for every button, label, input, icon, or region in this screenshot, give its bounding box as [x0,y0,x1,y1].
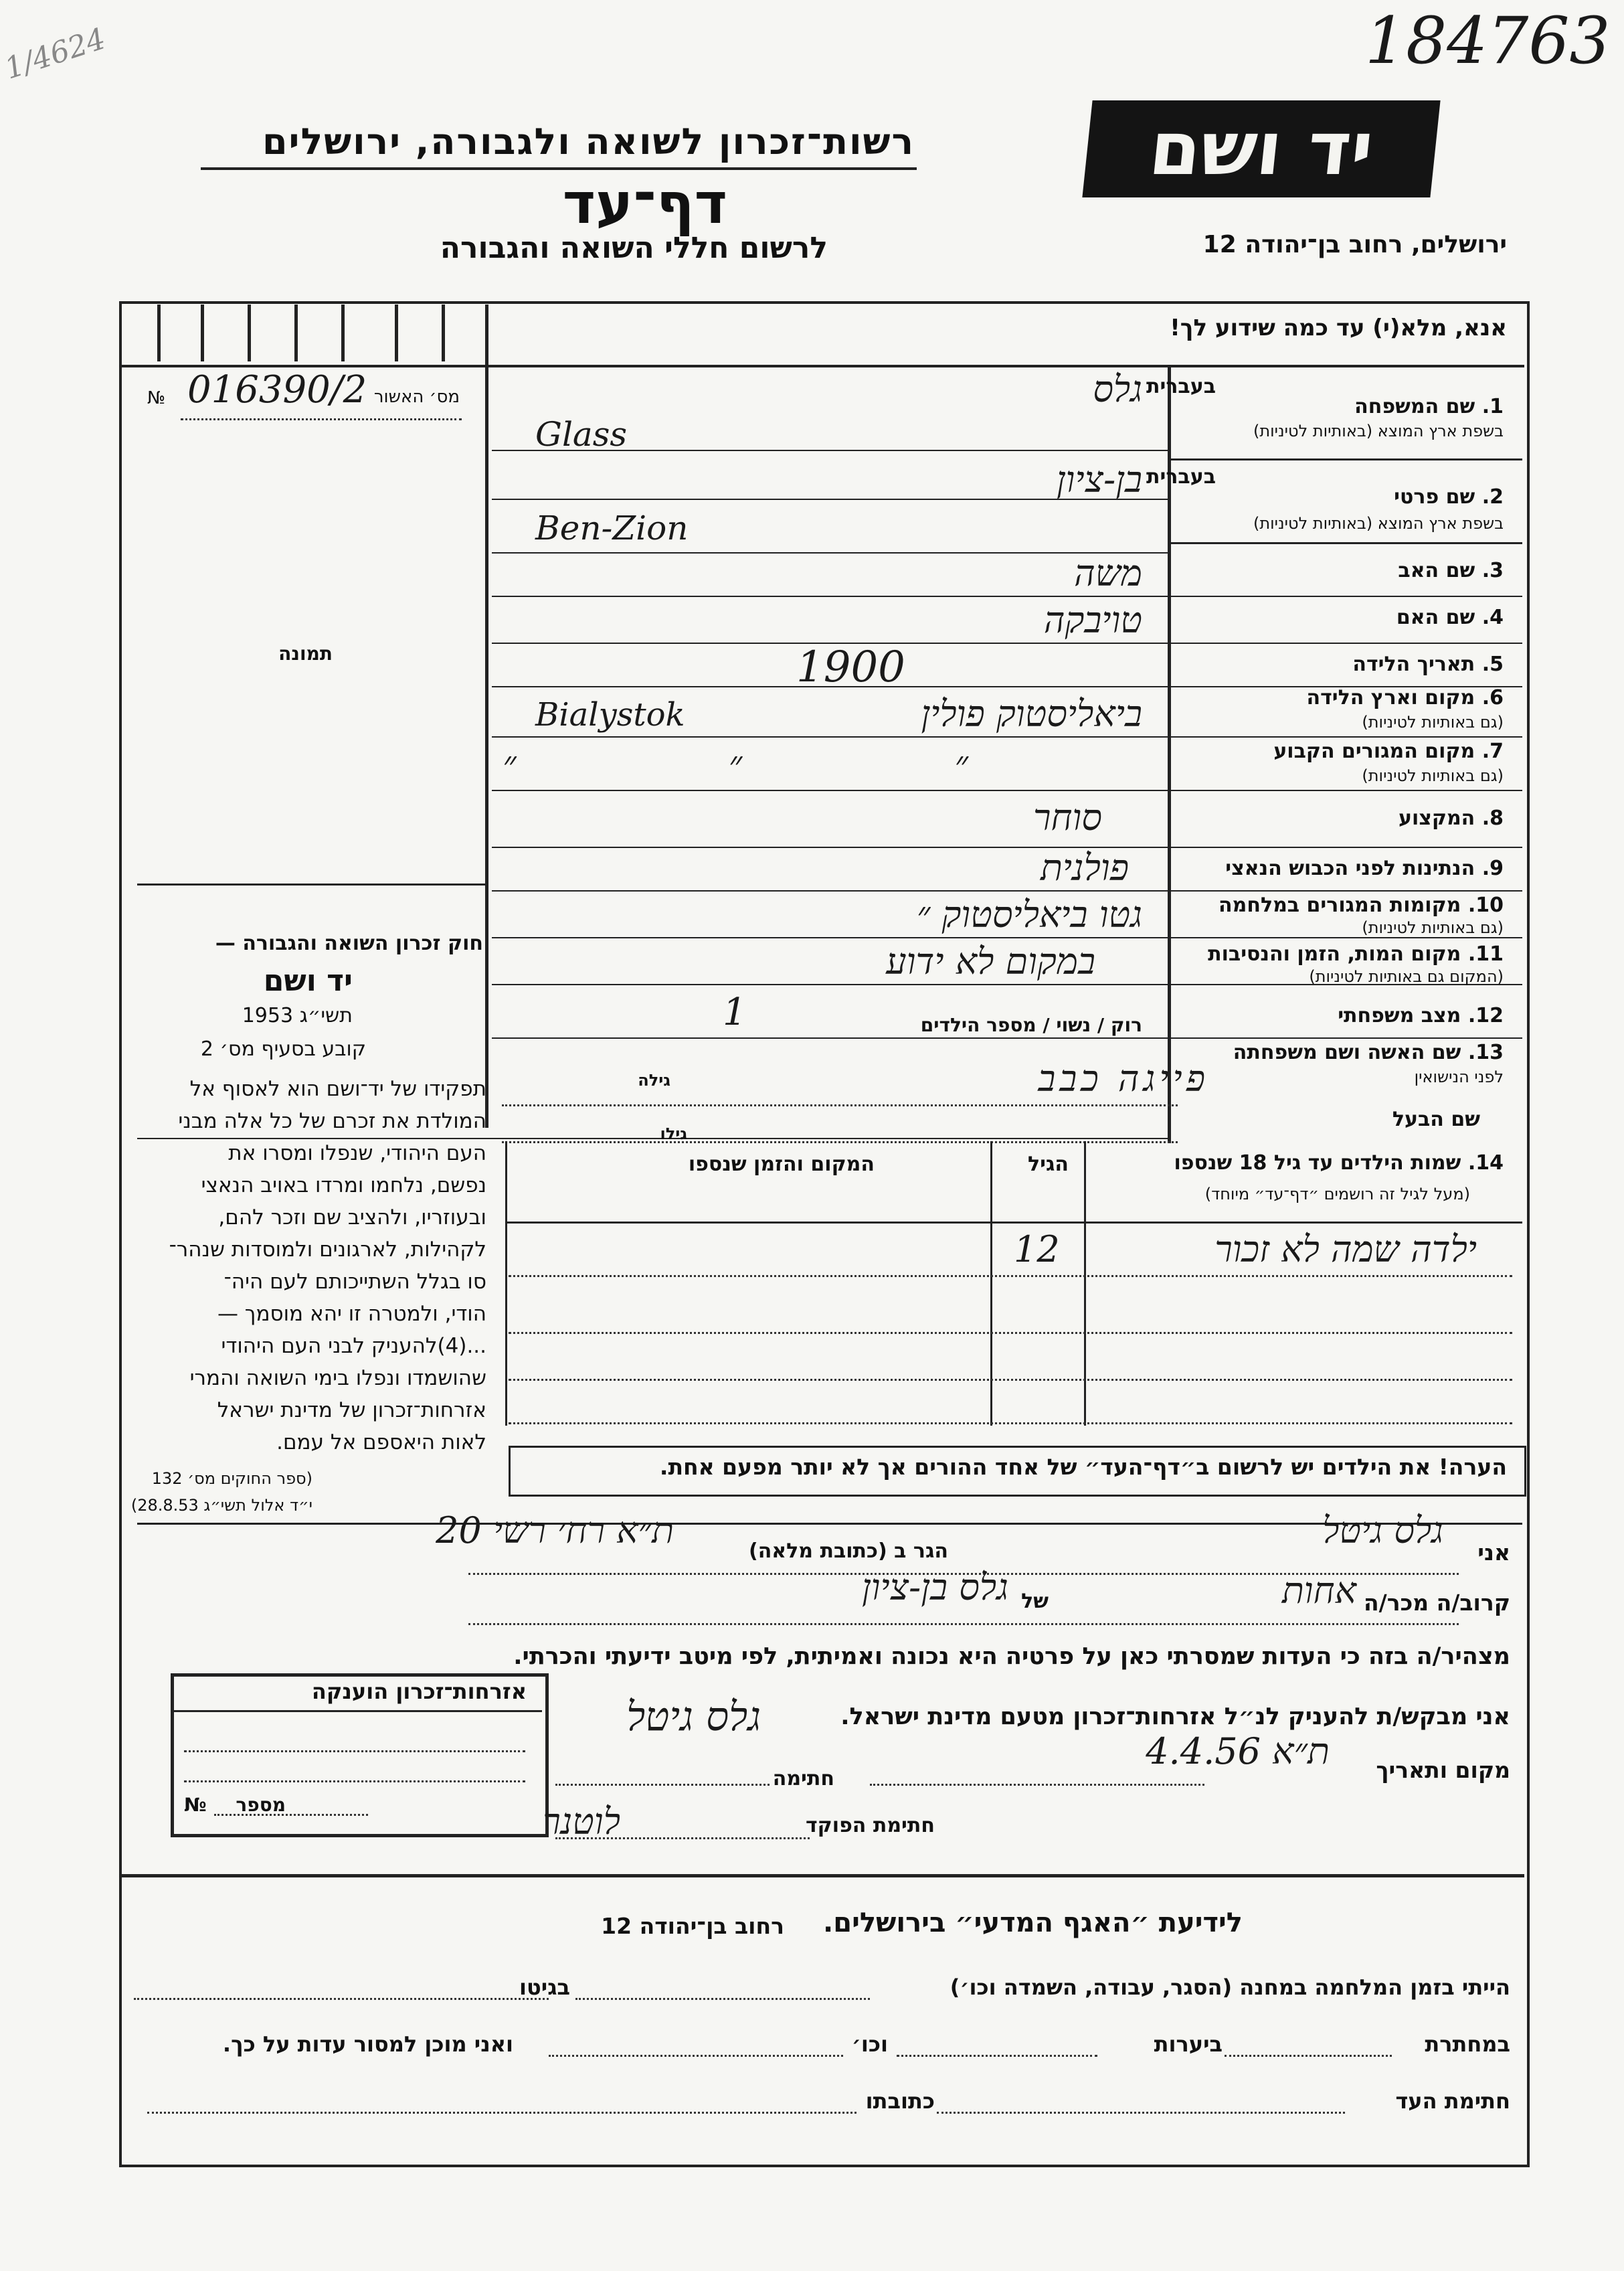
field-4-value: טויבקה [1043,599,1142,641]
officer-line [555,1837,810,1839]
field-6-value-latin: Bialystok [535,696,685,734]
field-2-value-hebrew: בן-ציון [1056,458,1142,501]
field-10-value: גטו ביאליסטוק ״ [916,894,1142,936]
footer-line-3b: כתובתו [865,2088,935,2114]
row-line [492,596,1522,597]
field-10-sub: (גם באותיות לטיניות) [1362,918,1504,937]
children-col-left [505,1141,507,1426]
note-rule [137,1523,1522,1525]
form-subtitle: לרשום חללי השואה והגבורה [440,231,828,265]
footer-line-3-blank [937,2112,1345,2114]
tick [157,305,161,361]
archive-number: 184763 [1365,3,1611,78]
field-6-label: 6. מקום וארץ הלידה [1306,686,1504,709]
row-line [492,1037,1522,1039]
footer-line-2d: ואני מוכן למסור עדות על כך. [222,2031,513,2057]
footer-line-2c: וכו׳ [851,2031,888,2057]
field-2-sub: בשפת ארץ המוצא (באותיות לטיניות) [1253,514,1504,533]
field-2-tag: בעברית [1146,465,1216,489]
law-text-line: נפשם, נלחמו ומרדו באויב הנאצי [201,1173,486,1197]
field-8-label: 8. המקצוע [1398,807,1504,830]
footer-title: לידיעת ״האגף המדעי״ בירושלים. [823,1908,1243,1938]
photo-bottom-rule [137,884,485,886]
law-ref-1: (ספר החוקים מס׳ 132 [151,1469,312,1488]
authority-name: רשות־זכרון לשואה ולגבורה, ירושלים [262,120,915,163]
law-text-line: ...(4)להעניק לבני העם היהודי [221,1334,486,1358]
tick [341,305,345,361]
instruction-rule [120,365,1524,367]
field-9-label: 9. הנתינות לפני הכבוש הנאצי [1225,857,1504,880]
field-12-value: 1 [723,991,747,1034]
tick [248,305,251,361]
footer-line-1-blank [134,1998,549,2000]
children-col-place [990,1141,992,1426]
row-line [1168,542,1522,544]
field-13-age-label: גילה [638,1071,670,1090]
children-row-line [509,1379,1512,1381]
child-age: 12 [1014,1228,1060,1270]
of-name: גלס בן-ציון [861,1566,1008,1608]
row-line [492,790,1522,791]
note-text: הערה! את הילדים יש לרשום ב״דף־העד״ של אחד ההורים אך לא יותר מפעם אחת. [659,1454,1507,1480]
footer-line-2b: ביערות [1154,2031,1223,2057]
place-date-line [870,1784,1204,1786]
field-1-value-hebrew: גלס [1093,368,1142,410]
field-3-value: משה [1074,552,1142,594]
field-11-sub: (המקום גם באותיות לטיניות) [1309,967,1504,986]
citizenship-title: אזרחות־זכרון הוענקה [311,1679,527,1704]
tick [294,305,298,361]
row-line [492,890,1522,892]
field-2-value-latin: Ben-Zion [535,509,689,548]
husband-line [502,1141,1178,1143]
field-8-value: סוחר [1032,796,1102,839]
field-7-label: 7. מקום המגורים הקבוע [1273,740,1504,763]
relative-label: קרוב/ה מכר/ה [1364,1590,1510,1616]
children-col-age [1084,1141,1086,1426]
place-date: ת״א 4.4.56 [1146,1730,1330,1772]
children-row-line [509,1422,1512,1424]
instruction: אנא, מלא(י) עד כמה שידוע לך! [1170,315,1507,341]
children-label: 14. שמות הילדים עד גיל 18 שנספו [1174,1151,1504,1175]
footer-rule [120,1874,1524,1877]
of-label: של [1021,1590,1049,1613]
yad-vashem-logo: יד ושם [1082,100,1440,197]
photo-label: תמונה [278,643,333,665]
row-line [492,552,1168,554]
field-11-value: במקום לא ידוע [886,940,1095,983]
citizenship-number-label: מספר [236,1794,286,1816]
witness-address: ת״א רח׳ רשי 20 [436,1509,674,1551]
i-label: אני [1477,1539,1510,1566]
citizenship-line [184,1780,525,1782]
footer-line-1b: בגיטו [519,1974,570,2000]
tick [395,305,398,361]
row-line [137,1138,1168,1139]
field-1-tag: בעברית [1146,375,1216,398]
law-text-line: אזרחות־זכרון של מדינת ישראל [217,1398,486,1422]
law-text-line: לאות היאספם אל עמם. [276,1430,486,1454]
signature-line [555,1784,770,1786]
row-line [492,847,1522,848]
officer-label: חתימת הפוקד [806,1814,935,1837]
request: אני מבקש/ת להעניק לנ״ל אזרחות־זכרון מטעם מדינת ישראל. [840,1703,1510,1730]
form-title: דף־עד [562,171,727,236]
field-3-label: 3. שם האב [1398,559,1504,582]
field-1-label: 1. שם המשפחה [1354,395,1504,418]
footer-line-3a: חתימת העד [1395,2088,1510,2114]
footer-line-1a: הייתי בזמן המלחמה במחנה (הסגר, עבודה, השמדה וכו׳) [950,1974,1510,2000]
field-13-label: 13. שם האשה ושם משפחתה [1233,1041,1504,1064]
row-line [492,937,1522,938]
field-13-sub: לפני הנישואין [1414,1068,1504,1086]
field-10-label: 10. מקומות המגורים במלחמה [1219,894,1504,917]
field-9-value: פולנית [1040,847,1129,889]
law-name: יד ושם [263,964,353,998]
left-column-divider [485,305,488,1128]
statement: מצהיר/ה בזה כי העדות שמסרתי כאן על פרטיה היא נכונה ואמיתית, לפי מיטב ידיעתי והכרתי. [513,1643,1510,1670]
field-11-label: 11. מקום המות, הזמן והנסיבות [1208,942,1504,966]
field-2-label: 2. שם פרטי [1394,485,1504,509]
field-12-options: רוק / נשוי / מספר הילדים [920,1014,1142,1036]
field-1-sub: בשפת ארץ המוצא (באותיות לטיניות) [1253,422,1504,440]
row-line [1168,458,1522,460]
footer-line-2-blank [1225,2055,1392,2057]
law-text-line: תפקידו של יד־ושם הוא לאסוף אל [189,1077,486,1101]
tick [442,305,445,361]
field-13-value: פייגה כבב [1038,1058,1209,1100]
law-text-line: העם היהודי, שנפלו ומסרו את [228,1141,486,1165]
place-date-label: מקום ותאריך [1376,1757,1510,1783]
signature-label: חתימה [772,1767,834,1790]
row-line [492,643,1522,644]
law-ref-2: י״ד אלול תשי״ג 28.8.53) [130,1496,312,1515]
footer-line-2-blank [549,2055,843,2057]
footer-line-2a: במחתרת [1425,2031,1510,2057]
children-row-line [509,1332,1512,1334]
residing-label: הגר ב (כתובת מלאה) [748,1539,948,1563]
law-clause: קובע בסעיף מס׳ 2 [200,1037,366,1061]
header-address: ירושלים, רחוב בן־יהודה 12 [1202,231,1507,258]
footer-line-1-blank [575,1998,870,2000]
officer-signature: לוטנר [543,1800,620,1843]
field-1-value-latin: Glass [535,415,628,454]
citizenship-rule [174,1710,542,1712]
law-text-line: סו בגלל השתייכותם לעם היה־ [223,1270,486,1294]
header-rule [201,167,917,170]
law-text-line: לקהילות, לארגונים ולמוסדות שנהר־ [169,1238,486,1262]
witness-name: גלס גיטל [1322,1509,1443,1551]
law-text-line: ובעוזריו, ולהציב שם וזכר להם, [218,1205,486,1230]
field-13-line [502,1104,1178,1106]
field-7-value: ״ ״ ״ [503,743,1069,785]
field-7-sub: (גם באותיות לטיניות) [1362,766,1504,785]
footer-line-3-blank [147,2112,856,2114]
law-title: חוק זכרון השואה והגבורה — [215,932,483,955]
field-4-label: 4. שם האם [1396,606,1504,629]
law-text-line: המולדת את זכרם של כל אלה מבני [178,1109,486,1133]
law-year: תשי״ג 1953 [242,1004,353,1027]
citizenship-number-line [214,1814,368,1816]
children-col-place-label: המקום והזמן שנספו [688,1153,875,1176]
law-text-line: הודי, ולמטרה זו יהא מוסמך — [217,1302,486,1326]
cert-prefix: № [147,388,166,408]
footer-address: רחוב בן־יהודה 12 [601,1913,784,1939]
citizenship-number-prefix: № [184,1794,207,1816]
cert-line [181,418,462,420]
field-12-label: 12. מצב משפחתי [1338,1004,1504,1027]
children-header-rule [505,1222,1522,1224]
children-sub: (מעל לגיל זה רושמים ״דף־עד״ מיוחד) [1204,1185,1470,1203]
husband-label: שם הבעל [1392,1108,1480,1131]
children-row-line [509,1275,1512,1277]
declaration-line [468,1623,1459,1625]
row-line [492,736,1522,738]
law-text-line: שהושמדו ונפלו בימי השואה והמרי [189,1366,486,1390]
signature: גלס גיטל [626,1693,761,1740]
cert-label: מס׳ האשור [373,387,460,407]
cert-number: 016390/2 [187,368,367,412]
children-col-age-label: הגיל [1028,1153,1069,1176]
field-6-sub: (גם באותיות לטיניות) [1362,713,1504,732]
tick [201,305,204,361]
field-5-label: 5. תאריך הלידה [1352,653,1504,676]
husband-age-label: גילו [660,1124,687,1143]
law-text [139,1073,486,1458]
citizenship-line [184,1750,525,1752]
child-name: ילדה שמה לא זכור [1214,1228,1477,1270]
relation-value: אחות [1281,1570,1356,1612]
field-6-value: ביאליסטוק פולין [921,693,1142,735]
field-5-value: 1900 [796,643,905,692]
faint-stamp: 1/4624 [0,21,110,86]
footer-line-2-blank [897,2055,1097,2057]
